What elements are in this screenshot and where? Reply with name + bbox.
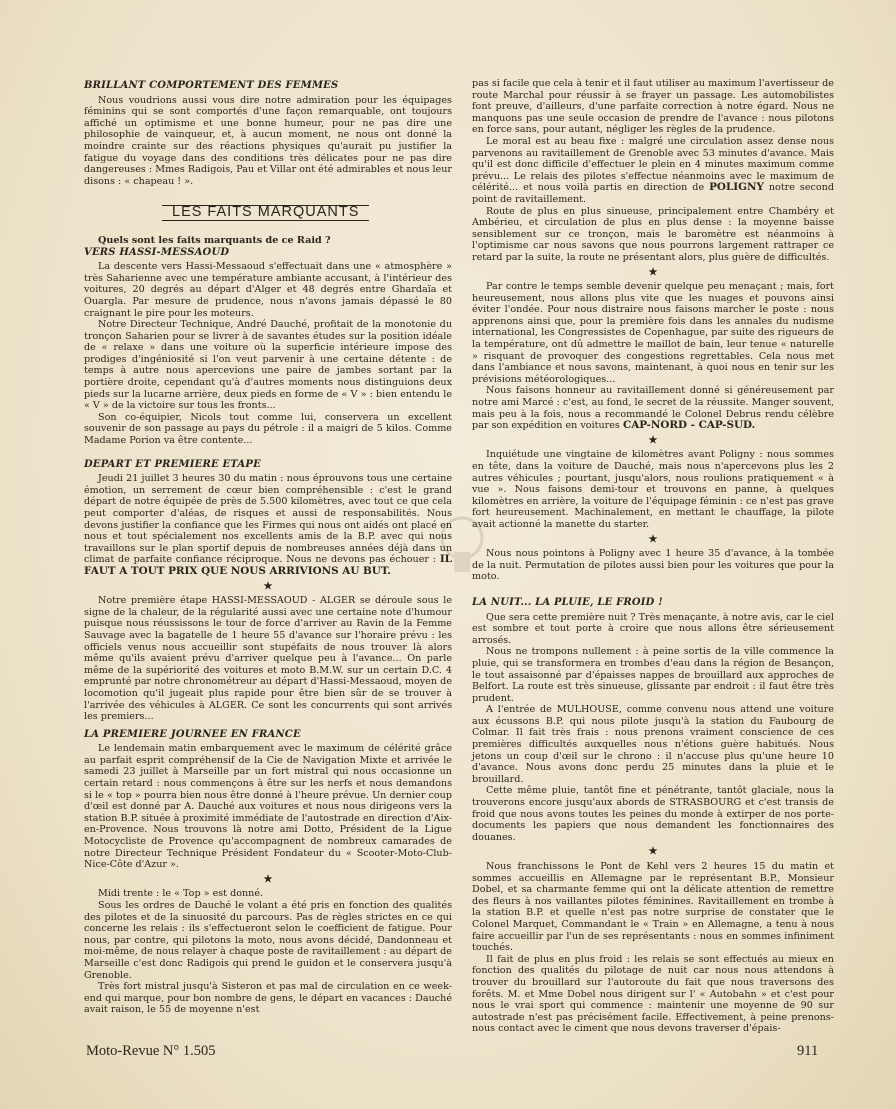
star-separator: ★: [648, 846, 658, 858]
paragraph: Que sera cette première nuit ? Très menaçante, à notre avis, car le ciel est sombre et tout porte à croire que nous allons être sérieusement arrosés.: [472, 611, 834, 646]
paragraph: Sous les ordres de Dauché le volant a été pris en fonction des qualités des pilotes et de la sinuosité du parcours. Pas de règles strictes en ce qui concerne les relais : ils s'effectueront selon le coefficient de fatigue. Pour nous, par contre, qui pilotons la moto, nous avons décidé, Dandonneau et moi-même, de nous relayer à chaque poste de ravitaillement : au départ de Marseille c'est donc Radigois qui prend le guidon et le conservera jusqu'à Grenoble.: [84, 900, 452, 981]
right-column: [472, 78, 834, 1035]
paragraph: Très fort mistral jusqu'à Sisteron et pas mal de circulation en ce week-end qui marque, pour bon nombre de gens, le départ en vacances : Dauché avait raison, le 55 de moyenne n'est: [84, 981, 452, 1016]
paragraph: [84, 473, 452, 577]
question: Quels sont les faits marquants de ce Raid ?: [98, 234, 331, 246]
paragraph: pas si facile que cela à tenir et il faut utiliser au maximum l'avertisseur de route Marchal pour réussir à se frayer un passage. Les automobilistes font preuve, d'ailleurs, d'une parfaite correction à notre égard. Nous ne manquons pas une seule occasion de prendre de l'avance : nous pilotons en force sans, pour autant, négliger les règles de la prudence.: [472, 78, 834, 136]
paragraph: Notre première étape HASSI-MESSAOUD - ALGER se déroule sous le signe de la chaleur, de la régularité aussi avec une certaine note d'humour puisque nous réussissons le tour de force d'arriver au Ravin de la Femme Sauvage avec la bagatelle de 1 heure 55 d'avance sur l'horaire prévu : les officiels venus nous accueillir sont stupéfaits de nous trouver là alors même qu'ils avaient prévu d'arriver quelque peu à l'avance... On parle même de la supériorité des voitures et moto B.M.W. sur un certain D.C. 4 emprunté par notre chronométreur au départ d'Hassi-Messaoud, moyen de locomotion qu'il jugeait plus rapide pour être bien sûr de se trouver à l'arrivée des véhicules à ALGER. Ce sont les concurrents qui sont arrivés les premiers...: [84, 595, 452, 723]
section-title: LES FAITS MARQUANTS: [162, 205, 369, 221]
paragraph: Nous voudrions aussi vous dire notre admiration pour les équipages féminins qui se sont comportés d'une façon remarquable, ont toujours affiché un optimisme et une bonne humeur, pour ne pas dire une philosophie de vainqueur, et, à aucun moment, ne nous ont donné la moindre crainte sur des réactions physiques qu'aurait pu justifier la fatigue du voyage dans des conditions très délicates pour ne pas dire dangereuses : Mmes Radigois, Pau et Villar ont été admirables et nous leur disons : « chapeau ! ».: [84, 94, 452, 187]
paragraph-text: notre second point de ravitaillement.: [472, 182, 834, 205]
footer-page-number: 911: [797, 1043, 819, 1059]
paragraph-text: Nous faisons honneur au ravitaillement donné si généreusement par notre ami Marcé : c'est, au fond, le secret de la réussite. Manger souvent, mais peu à la fois, nous a recommandé le Colonel Debrus rendu célèbre par son expédition en voitures: [472, 385, 834, 432]
heading-nuit: LA NUIT... LA PLUIE, LE FROID !: [472, 596, 663, 608]
paragraph-text: Jeudi 21 juillet 3 heures 30 du matin : nous éprouvons tous une certaine émotion, un serrement de cœur bien compréhensible : c'est le grand départ de notre équipée de près de 5.500 kilomètres, avec tout ce que cela peut comporter d'aléas, de risques et aussi de responsabilités. Nous devons justifier la confiance que les Firmes qui nous ont aidés ont placé en nous et tout spécialement nos excellents amis de la B.P. avec qui nous travaillons sur le plan sportif depuis de nombreuses années déjà dans un climat de parfaite confiance réciproque. Nous ne devons pas échouer :: [84, 473, 452, 566]
paragraph: Route de plus en plus sinueuse, principalement entre Chambéry et Ambérieu, et circulation de plus en plus dense : la moyenne baisse sensiblement sur ce tronçon, mais le baromètre est néanmoins à l'optimisme car nous savons que nous pourrons largement rattraper ce retard par la suite, la route ne présentant alors, plus guère de difficultés.: [472, 205, 834, 263]
paragraph: A l'entrée de MULHOUSE, comme convenu nous attend une voiture aux écussons B.P. qui nous pilote jusqu'à la station du Faubourg de Colmar. Il fait très frais : nous prenons vraiment conscience de ces premières difficultés auxquelles nous n'étions guère habitués. Nous jetons un coup d'œil sur le chrono : il n'accuse plus qu'une heure 10 d'avance. Nous avons donc perdu 25 minutes dans la pluie et le brouillard.: [472, 704, 834, 785]
star-separator: ★: [263, 580, 273, 592]
paragraph: La descente vers Hassi-Messaoud s'effectuait dans une « atmosphère » très Saharienne avec une température ambiante accusant, à l'intérieur des voitures, 20 degrés au départ d'Alger et 48 degrés entre Ghardaïa et Ouargla. Par mesure de prudence, nous n'avons jamais dépassé le 80 craignant le pire pour les moteurs.: [84, 261, 452, 319]
paragraph: Le lendemain matin embarquement avec le maximum de célérité grâce au parfait esprit compréhensif de la Cie de Navigation Mixte et arrivée le samedi 23 juillet à Marseille par un fort mistral qui nous occasionne un certain retard : nous commençons à être sur les nerfs et nous demandons si le « top » pourra bien nous être donné à l'heure prévue. Un dernier coup d'œil est donné par A. Dauché aux voitures et nous nous dirigeons vers la station B.P. située à proximité immédiate de l'autostrade en direction d'Aix-en-Provence. Nous trouvons là notre ami Dotto, Président de la Ligue Motocycliste de Provence qu'accompagnent de nombreux camarades de notre Directeur Technique Président Fondateur du « Scooter-Moto-Club-Nice-Côte d'Azur ».: [84, 743, 452, 871]
star-separator: ★: [263, 873, 273, 885]
emphasis-text: POLIGNY: [709, 181, 764, 194]
paragraph: Notre Directeur Technique, André Dauché, profitait de la monotonie du tronçon Saharien pour se livrer à de savantes études sur la position idéale de « relaxe » dans une voiture où la superficie intérieure impose des prodiges d'ingéniosité si l'on veut parvenir à une certaine détente : de temps à autre nous apercevions une paire de jambes sortant par la portière droite, cependant qu'à d'autres moments nous distinguions deux pieds sur la lucarne arrière, deux pieds en forme de « V » : bien entendu le « V » de la victoire sur tous les fronts...: [84, 319, 452, 412]
paragraph: Il fait de plus en plus froid : les relais se sont effectués au mieux en fonction des qualités du pilotage de nuit car nous nous attendons à trouver du brouillard sur l'autoroute du fait que nous traversons des forêts. M. et Mme Dobel nous dirigent sur l' « Autobahn » et c'est pour nous le vrai sport qui commence : maintenir une moyenne de 90 sur autostrade n'est pas précisément facile. Effectivement, à peine prenons-nous contact avec le ciment que nous devons traverser d'épais-: [472, 953, 834, 1035]
footer-magazine-issue: Moto-Revue N° 1.505: [86, 1043, 216, 1059]
paragraph: Nous ne trompons nullement : à peine sortis de la ville commence la pluie, qui se transformera en trombes d'eau dans la région de Besançon, le tout assaisonné par d'épaisses nappes de brouillard aux approches de Belfort. La route est très sinueuse, glissante par endroit : il faut être très prudent.: [472, 646, 834, 704]
paragraph: Par contre le temps semble devenir quelque peu menaçant ; mais, fort heureusement, nous allons plus vite que les nuages et pouvons ainsi éviter l'ondée. Pour nous distraire nous faisons marcher le poste : nous apprenons ainsi que, pour la première fois dans les annales du nudisme international, les Congressistes de Copenhague, par suite des rigueurs de la température, ont dû admettre le maillot de bain, leur tenue « naturelle » risquant de provoquer des congestions regrettables. Cela nous met dans l'ambiance et nous savons, maintenant, à quoi nous en tenir sur les prévisions météorologiques...: [472, 281, 834, 385]
heading-france: LA PREMIERE JOURNEE EN FRANCE: [84, 728, 301, 740]
paragraph: Cette même pluie, tantôt fine et pénétrante, tantôt glaciale, nous la trouverons encore jusqu'aux abords de STRASBOURG et c'est transis de froid que nous avons toutes les peines du monde à extirper de nos porte-documents les papiers que nous demandent les fonctionnaires des douanes.: [472, 785, 834, 843]
star-separator: ★: [648, 266, 658, 278]
paragraph: Son co-équipier, Nicols tout comme lui, conservera un excellent souvenir de son passage au pays du pétrole : il a maigri de 5 kilos. Comme Madame Porion va être contente...: [84, 411, 452, 447]
heading-depart: DEPART ET PREMIERE ETAPE: [84, 458, 261, 470]
paragraph: [472, 136, 834, 206]
paragraph-text: Le moral est au beau fixe : malgré une circulation assez dense nous parvenons au ravitaillement de Grenoble avec 53 minutes d'avance. Mais qu'il est donc difficile d'effectuer le plein en 4 minutes maximum comme prévu... Le relais des pilotes s'effectue néanmoins avec le maximum de célérité... et nous voilà partis en direction de: [472, 135, 834, 194]
heading-women: BRILLANT COMPORTEMENT DES FEMMES: [84, 80, 339, 91]
star-separator: ★: [648, 533, 658, 545]
paragraph: [472, 385, 834, 431]
left-column: [84, 74, 452, 1016]
paragraph: Midi trente : le « Top » est donné.: [98, 888, 264, 900]
emphasis-text: IL FAUT A TOUT PRIX QUE NOUS ARRIVIONS AU BUT.: [84, 553, 452, 577]
heading-hassi: VERS HASSI-MESSAOUD: [84, 246, 230, 258]
paragraph: Inquiétude une vingtaine de kilomètres avant Poligny : nous sommes en tête, dans la voiture de Dauché, mais nous n'apercevons plus les 2 autres véhicules ; pourtant, jusqu'alors, nous roulions pratiquement « à vue ». Nous faisons demi-tour et trouvons en panne, à quelques kilomètres en arrière, la voiture de l'équipage féminin : ce n'est pas grave fort heureusement. Machinalement, en mettant le chauffage, la pilote avait actionné la manette du starter.: [472, 449, 834, 530]
paragraph: Nous nous pointons à Poligny avec 1 heure 35 d'avance, à la tombée de la nuit. Permutation de pilotes aussi bien pour les voitures que pour la moto.: [472, 548, 834, 583]
paragraph: Nous franchissons le Pont de Kehl vers 2 heures 15 du matin et sommes accueillis en Allemagne par le représentant B.P., Monsieur Dobel, et sa charmante femme qui ont la délicate attention de remettre des fleurs à nos vaillantes pilotes féminines. Ravitaillement en trombe à la station B.P. et quelle n'est pas notre surprise de constater que le Colonel Marquet, Commandant le « Train » en Allemagne, a tenu à nous faire accueillir par l'un de ses représentants : nous en sommes infiniment touchés.: [472, 861, 834, 954]
star-separator: ★: [648, 434, 658, 446]
emphasis-text: CAP-NORD - CAP-SUD.: [622, 419, 756, 432]
